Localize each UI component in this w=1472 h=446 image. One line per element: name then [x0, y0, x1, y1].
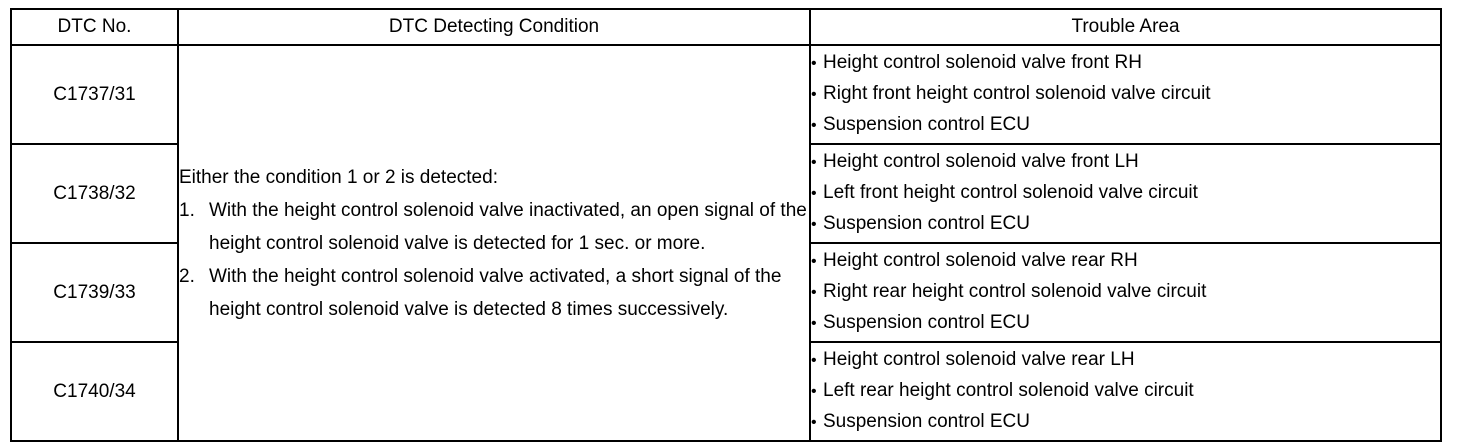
header-trouble-area: Trouble Area [810, 9, 1441, 45]
bullet-icon: • [811, 383, 817, 400]
trouble-area-text: Height control solenoid valve rear LH [823, 349, 1135, 370]
dtc-code: C1739/33 [11, 243, 178, 342]
condition-number: 1. [179, 199, 195, 221]
header-detecting-condition: DTC Detecting Condition [178, 9, 810, 45]
trouble-area-list [811, 147, 1440, 240]
trouble-area-item [811, 376, 1440, 407]
trouble-area-cell [810, 243, 1441, 342]
dtc-code: C1737/31 [11, 45, 178, 144]
trouble-area-text: Height control solenoid valve rear RH [823, 250, 1138, 271]
condition-intro: Either the condition 1 or 2 is detected: [179, 166, 498, 188]
trouble-area-item [811, 246, 1440, 277]
trouble-area-item [811, 110, 1440, 141]
trouble-area-list [811, 246, 1440, 339]
trouble-area-list [811, 48, 1440, 141]
trouble-area-item [811, 48, 1440, 79]
trouble-area-cell [810, 144, 1441, 243]
trouble-area-item [811, 407, 1440, 438]
trouble-area-text: Suspension control ECU [823, 213, 1030, 234]
bullet-icon: • [811, 216, 817, 233]
condition-list [179, 194, 809, 326]
trouble-area-text: Suspension control ECU [823, 411, 1030, 432]
bullet-icon: • [811, 185, 817, 202]
bullet-icon: • [811, 315, 817, 332]
table-row [11, 45, 1441, 144]
trouble-area-item [811, 79, 1440, 110]
bullet-icon: • [811, 117, 817, 134]
trouble-area-list [811, 345, 1440, 438]
header-dtc-no: DTC No. [11, 9, 178, 45]
bullet-icon: • [811, 253, 817, 270]
trouble-area-text: Right rear height control solenoid valve circuit [823, 281, 1207, 302]
bullet-icon: • [811, 154, 817, 171]
dtc-code: C1738/32 [11, 144, 178, 243]
trouble-area-text: Right front height control solenoid valve circuit [823, 83, 1211, 104]
condition-number: 2. [179, 265, 195, 287]
trouble-area-item [811, 209, 1440, 240]
table-header-row [11, 9, 1441, 45]
trouble-area-text: Suspension control ECU [823, 114, 1030, 135]
trouble-area-text: Left front height control solenoid valve circuit [823, 182, 1198, 203]
trouble-area-text: Suspension control ECU [823, 312, 1030, 333]
trouble-area-text: Height control solenoid valve front RH [823, 52, 1142, 73]
dtc-code: C1740/34 [11, 342, 178, 441]
trouble-area-text: Height control solenoid valve front LH [823, 151, 1139, 172]
trouble-area-item [811, 178, 1440, 209]
dtc-table [10, 8, 1442, 442]
trouble-area-item [811, 147, 1440, 178]
condition-item [179, 260, 809, 326]
bullet-icon: • [811, 55, 817, 72]
detecting-condition-cell [178, 45, 810, 441]
bullet-icon: • [811, 414, 817, 431]
trouble-area-text: Left rear height control solenoid valve circuit [823, 380, 1194, 401]
trouble-area-item [811, 345, 1440, 376]
trouble-area-item [811, 308, 1440, 339]
trouble-area-cell [810, 45, 1441, 144]
condition-text: With the height control solenoid valve inactivated, an open signal of the height control solenoid valve is detected for 1 sec. or more. [209, 199, 807, 254]
trouble-area-item [811, 277, 1440, 308]
bullet-icon: • [811, 86, 817, 103]
trouble-area-cell [810, 342, 1441, 441]
condition-text: With the height control solenoid valve activated, a short signal of the height control solenoid valve is detected 8 times successively. [209, 265, 782, 320]
condition-item [179, 194, 809, 260]
bullet-icon: • [811, 352, 817, 369]
bullet-icon: • [811, 284, 817, 301]
